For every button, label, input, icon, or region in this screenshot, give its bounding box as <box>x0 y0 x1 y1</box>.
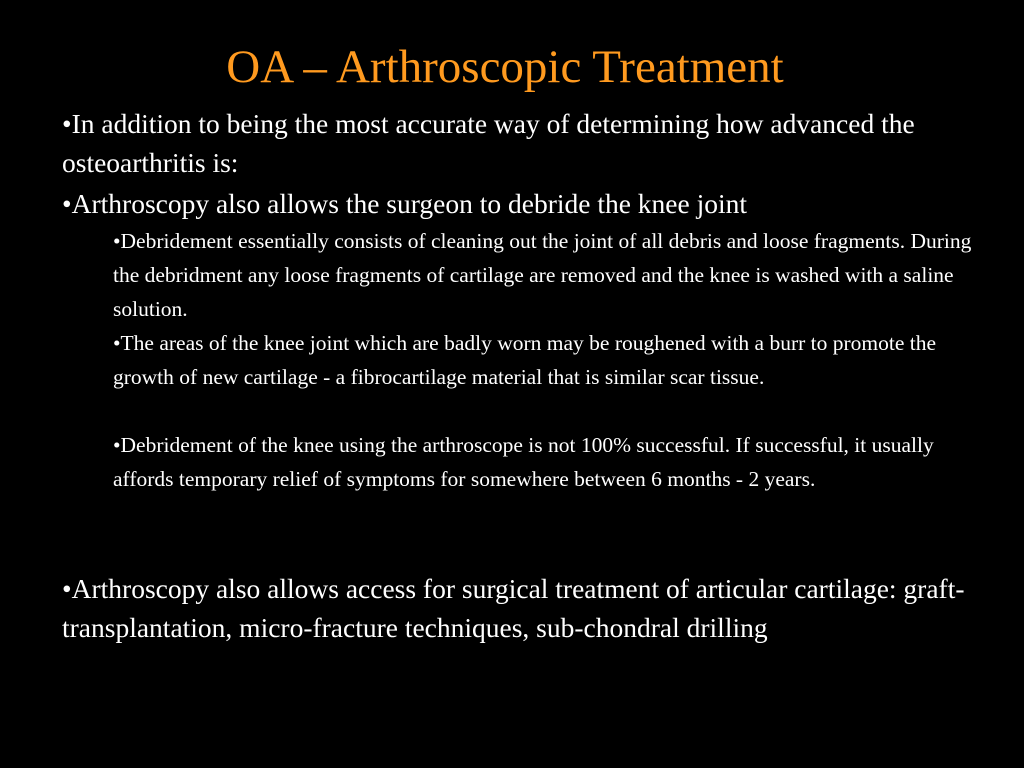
slide-title: OA – Arthroscopic Treatment <box>226 41 784 93</box>
sub-bullet-success-rate: •Debridement of the knee using the arthroscope is not 100% successful. If successful, it usually affords temporary relief of symptoms for somewhere between 6 months - 2 years. <box>113 433 934 491</box>
sub-bullet-roughened-areas: •The areas of the knee joint which are badly worn may be roughened with a burr to promote the growth of new cartilage - a fibrocartilage material that is similar scar tissue. <box>113 331 937 389</box>
bullet-accurate-determination: •In addition to being the most accurate way of determining how advanced the osteoarthritis is: <box>62 108 915 178</box>
sub-bullet-debridement-definition: •Debridement essentially consists of cleaning out the joint of all debris and loose fragments. During the debridment any loose fragments of cartilage are removed and the knee is washed with a saline solution. <box>113 229 972 321</box>
bullet-debride-knee: •Arthroscopy also allows the surgeon to debride the knee joint <box>62 188 748 219</box>
bullet-surgical-access: •Arthroscopy also allows access for surgical treatment of articular cartilage: graft-transplantation, micro-fracture techniques, sub-chondral drilling <box>62 573 965 643</box>
